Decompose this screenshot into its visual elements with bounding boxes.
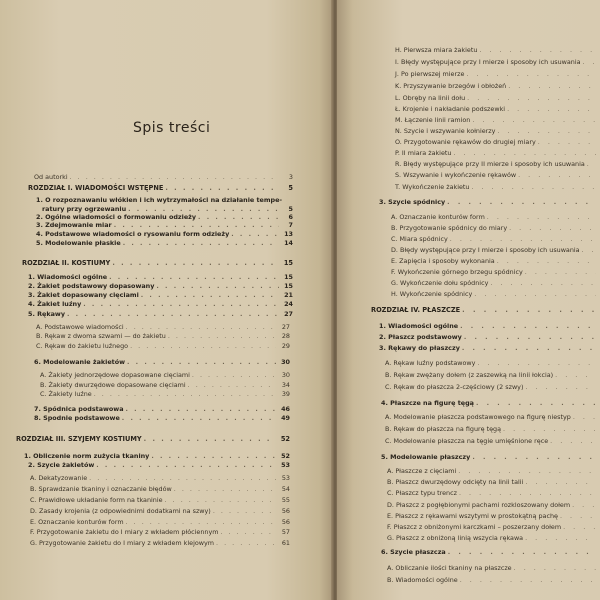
toc-entry-title: 2. Ogólne wiadomości o formowaniu odzieży bbox=[36, 213, 197, 221]
toc-entry-title: D. Zasady krojenia (z odpowiednimi dodatkami na szwy) bbox=[30, 507, 211, 515]
toc-entry bbox=[385, 436, 600, 447]
toc-page-number: 13 bbox=[284, 230, 293, 238]
toc-entry bbox=[387, 500, 600, 511]
toc-entry bbox=[28, 460, 290, 471]
toc-page-number: 46 bbox=[281, 405, 290, 413]
dot-leader bbox=[127, 357, 276, 368]
toc-entry-title: 3. Żakiet dopasowany cięciami bbox=[28, 291, 139, 299]
toc-entry-title: N. Szycie i wszywanie kołnierzy bbox=[395, 127, 496, 135]
toc-entry-title: F. Płaszcz z obniżonymi karczkami – poszerzany dołem bbox=[387, 523, 562, 531]
toc-page-number: 7 bbox=[288, 221, 293, 229]
toc-page-number: 30 bbox=[281, 358, 290, 366]
toc-entry bbox=[381, 398, 600, 409]
toc-entry-title: ROZDZIAŁ IV. PŁASZCZE bbox=[371, 306, 461, 314]
toc-entry bbox=[30, 527, 290, 538]
toc-page-number: 39 bbox=[281, 390, 290, 398]
dot-leader bbox=[479, 45, 596, 56]
dot-leader bbox=[466, 69, 596, 80]
toc-entry-title: 1. O rozpoznawaniu włókien i ich wytrzymałości na działanie tempe- bbox=[36, 196, 283, 204]
dot-leader bbox=[550, 436, 596, 447]
toc-entry-title: 6. Szycie płaszcza bbox=[381, 548, 446, 556]
toc-entry-title: J. Po pierwszej mierze bbox=[395, 70, 465, 78]
toc-page-number: 24 bbox=[284, 300, 293, 308]
toc-entry bbox=[391, 212, 600, 223]
toc-entry-title: A. Rękaw luźny podstawowy bbox=[385, 359, 476, 367]
toc-entry bbox=[395, 45, 600, 56]
toc-entry bbox=[395, 57, 600, 68]
toc-page-number: 52 bbox=[281, 452, 290, 460]
dot-leader bbox=[67, 309, 279, 320]
dot-leader bbox=[462, 305, 596, 316]
dot-leader bbox=[563, 522, 596, 533]
dot-leader bbox=[448, 547, 596, 558]
toc-entry-title: A. Obliczanie ilości tkaniny na płaszcze bbox=[387, 564, 512, 572]
dot-leader bbox=[474, 289, 596, 300]
toc-page-number: 5 bbox=[288, 184, 293, 192]
toc-entry bbox=[379, 343, 600, 354]
toc-entry-title: B. Płaszcz dwurzędowy odcięty na linii talii bbox=[387, 478, 524, 486]
dot-leader bbox=[70, 172, 279, 183]
toc-entry bbox=[395, 93, 600, 104]
toc-entry bbox=[40, 389, 290, 400]
toc-entry bbox=[385, 358, 600, 369]
toc-entry bbox=[30, 473, 290, 484]
toc-entry-title: 4. Płaszcze na figurę tęgą bbox=[381, 399, 474, 407]
dot-leader bbox=[112, 258, 279, 269]
toc-entry bbox=[395, 182, 600, 193]
toc-entry-title: 1. Wiadomości ogólne bbox=[379, 322, 459, 330]
dot-leader bbox=[462, 343, 596, 354]
toc-entry-title: B. Żakiety dwurzędowe dopasowane cięciami bbox=[40, 381, 186, 389]
toc-entry-title: 6. Modelowanie żakietów bbox=[34, 358, 126, 366]
toc-entry bbox=[395, 104, 600, 115]
toc-entry-title: Od autorki bbox=[34, 173, 68, 181]
dot-leader bbox=[216, 538, 276, 549]
toc-entry-title: A. Dekatyzowanie bbox=[30, 474, 88, 482]
toc-entry-title: B. Rękaw do płaszcza na figurę tęgą bbox=[385, 425, 501, 433]
dot-leader bbox=[472, 452, 596, 463]
toc-entry bbox=[385, 382, 600, 393]
dot-leader bbox=[165, 495, 276, 506]
toc-entry-title: D. Płaszcz z pogłębionymi pachami rozkloszowany dołem bbox=[387, 501, 571, 509]
toc-page-number: 28 bbox=[281, 332, 290, 340]
toc-entry-title: C. Prawidłowe układanie form na tkaninie bbox=[30, 496, 163, 504]
toc-entry bbox=[385, 370, 600, 381]
toc-entry-title: M. Łączenie linii ramion bbox=[395, 116, 471, 124]
toc-entry-title: A. Żakiety jednorzędowe dopasowane cięciami bbox=[40, 371, 190, 379]
toc-page-number: 27 bbox=[281, 323, 290, 331]
toc-entry bbox=[391, 234, 600, 245]
toc-entry-title: 7. Spódnica podstawowa bbox=[34, 405, 124, 413]
toc-entry-title: ROZDZIAŁ I. WIADOMOŚCI WSTĘPNE bbox=[28, 184, 164, 192]
dot-leader bbox=[525, 477, 596, 488]
toc-entry bbox=[385, 424, 600, 435]
toc-entry-title: ROZDZIAŁ III. SZYJEMY KOSTIUMY bbox=[16, 435, 142, 443]
toc-entry-title: C. Płaszcz typu trencz bbox=[387, 489, 457, 497]
dot-leader bbox=[447, 197, 596, 208]
toc-entry bbox=[391, 278, 600, 289]
dot-leader bbox=[487, 212, 596, 223]
dot-leader bbox=[587, 159, 596, 170]
toc-entry-title: A. Podstawowe wiadomości bbox=[36, 323, 124, 331]
dot-leader bbox=[538, 137, 596, 148]
dot-leader bbox=[220, 527, 276, 538]
toc-entry-title: P. II miara żakietu bbox=[395, 149, 452, 157]
toc-page-number: 55 bbox=[281, 496, 290, 504]
dot-leader bbox=[497, 256, 596, 267]
dot-leader bbox=[458, 466, 596, 477]
toc-entry bbox=[395, 81, 600, 92]
toc-page-number: 3 bbox=[288, 173, 293, 181]
toc-entry bbox=[391, 256, 600, 267]
toc-entry bbox=[36, 341, 290, 352]
dot-leader bbox=[453, 148, 596, 159]
dot-leader bbox=[525, 267, 596, 278]
right-page bbox=[337, 0, 600, 600]
toc-entry bbox=[395, 148, 600, 159]
toc-entry bbox=[30, 506, 290, 517]
toc-entry-title: ratury przy ogrzewaniu bbox=[42, 205, 127, 213]
toc-page-number: 15 bbox=[284, 273, 293, 281]
toc-entry-title: D. Błędy występujące przy I mierze i sposoby ich usuwania bbox=[391, 246, 580, 254]
toc-entry-title: 3. Rękawy do płaszczy bbox=[379, 344, 460, 352]
toc-entry-title: 4. Żakiet luźny bbox=[28, 300, 82, 308]
toc-entry-title: 5. Rękawy bbox=[28, 310, 65, 318]
page-title: Spis treści bbox=[133, 120, 211, 136]
dot-leader bbox=[213, 506, 276, 517]
toc-entry bbox=[387, 533, 600, 544]
dot-leader bbox=[130, 341, 276, 352]
toc-entry-title: F. Wykończenie górnego brzegu spódnicy bbox=[391, 268, 523, 276]
dot-leader bbox=[503, 424, 596, 435]
toc-entry-title: A. Płaszcze z cięciami bbox=[387, 467, 457, 475]
dot-leader bbox=[460, 575, 596, 586]
toc-entry-title: 4. Podstawowe wiadomości o rysowaniu form odzieży bbox=[36, 230, 230, 238]
toc-entry-title: G. Wykończenie dołu spódnicy bbox=[391, 279, 489, 287]
toc-entry bbox=[387, 466, 600, 477]
toc-entry-title: 5. Modelowanie płaskie bbox=[36, 239, 121, 247]
toc-page-number: 61 bbox=[281, 539, 290, 547]
toc-entry bbox=[385, 412, 600, 423]
toc-entry-title: G. Płaszcz z obniżoną linią wszycia rękawa bbox=[387, 534, 524, 542]
toc-entry-title: A. Oznaczanie konturów form bbox=[391, 213, 485, 221]
dot-leader bbox=[144, 434, 276, 445]
toc-page-number: 6 bbox=[288, 213, 293, 221]
toc-entry-title: 3. Zdejmowanie miar bbox=[36, 221, 112, 229]
dot-leader bbox=[450, 234, 596, 245]
dot-leader bbox=[94, 389, 276, 400]
dot-leader bbox=[583, 57, 596, 68]
dot-leader bbox=[464, 332, 596, 343]
dot-leader bbox=[518, 170, 596, 181]
toc-entry bbox=[387, 488, 600, 499]
toc-page-number: 56 bbox=[281, 518, 290, 526]
toc-entry-title: C. Rękaw do płaszcza 2-częściowy (2 szwy) bbox=[385, 383, 524, 391]
dot-leader bbox=[490, 278, 596, 289]
toc-entry bbox=[28, 183, 293, 194]
toc-entry bbox=[391, 289, 600, 300]
toc-page-number: 54 bbox=[281, 485, 290, 493]
toc-entry bbox=[30, 538, 290, 549]
toc-entry-title: E. Zapięcia i sposoby wykonania bbox=[391, 257, 495, 265]
toc-page-number: 34 bbox=[281, 381, 290, 389]
toc-entry bbox=[28, 309, 293, 320]
dot-leader bbox=[507, 104, 596, 115]
toc-entry bbox=[30, 495, 290, 506]
toc-entry-title: 5. Modelowanie płaszczy bbox=[381, 453, 471, 461]
toc-entry bbox=[395, 137, 600, 148]
toc-entry-title: F. Przygotowanie żakietu do I miary z wkładem płóciennym bbox=[30, 528, 219, 536]
toc-entry bbox=[22, 258, 293, 269]
toc-entry bbox=[371, 305, 600, 316]
toc-entry-title: K. Przyszywanie brzegów i obłożeń bbox=[395, 82, 507, 90]
toc-page-number: 14 bbox=[284, 239, 293, 247]
toc-entry-title: E. Oznaczanie konturów form bbox=[30, 518, 124, 526]
dot-leader bbox=[122, 413, 276, 424]
dot-leader bbox=[555, 370, 596, 381]
toc-entry bbox=[391, 223, 600, 234]
toc-entry bbox=[395, 115, 600, 126]
dot-leader bbox=[573, 412, 596, 423]
toc-entry bbox=[391, 245, 600, 256]
dot-leader bbox=[472, 115, 596, 126]
toc-entry bbox=[395, 126, 600, 137]
toc-entry bbox=[387, 575, 600, 586]
toc-entry bbox=[387, 522, 600, 533]
toc-entry bbox=[379, 321, 600, 332]
toc-entry bbox=[36, 238, 293, 249]
toc-page-number: 21 bbox=[284, 291, 293, 299]
toc-entry-title: T. Wykończenie żakietu bbox=[395, 183, 470, 191]
dot-leader bbox=[165, 183, 279, 194]
dot-leader bbox=[96, 460, 276, 471]
toc-entry-title: Ł. Krojenie i nakładanie podszewki bbox=[395, 105, 506, 113]
toc-entry-title: O. Przygotowanie rękawów do drugiej miary bbox=[395, 138, 536, 146]
toc-entry bbox=[381, 547, 600, 558]
dot-leader bbox=[477, 358, 596, 369]
toc-page-number: 49 bbox=[281, 414, 290, 422]
toc-entry-title: R. Błędy występujące przy II mierze i sposoby ich usuwania bbox=[395, 160, 585, 168]
toc-entry bbox=[34, 357, 290, 368]
toc-entry-title: C. Modelowanie płaszcza na tęgie umięśnione ręce bbox=[385, 437, 549, 445]
toc-page-number: 30 bbox=[281, 371, 290, 379]
toc-entry-title: B. Rękaw zwężany dołem (z zaszewką na linii łokcia) bbox=[385, 371, 554, 379]
toc-page-number: 5 bbox=[288, 205, 293, 213]
toc-entry bbox=[395, 170, 600, 181]
toc-entry bbox=[387, 477, 600, 488]
toc-entry-title: C. Rękaw do żakietu luźnego bbox=[36, 342, 129, 350]
toc-entry bbox=[30, 484, 290, 495]
toc-page-number: 52 bbox=[280, 435, 290, 443]
toc-entry-title: 2. Płaszcz podstawowy bbox=[379, 333, 462, 341]
toc-entry-title: 8. Spodnie podstawowe bbox=[34, 414, 120, 422]
toc-entry bbox=[34, 413, 290, 424]
dot-leader bbox=[497, 126, 596, 137]
toc-entry-title: C. Miara spódnicy bbox=[391, 235, 448, 243]
dot-leader bbox=[460, 321, 596, 332]
toc-page-number: 29 bbox=[281, 342, 290, 350]
toc-page-number: 53 bbox=[281, 474, 290, 482]
toc-entry bbox=[395, 159, 600, 170]
toc-entry-title: B. Wiadomości ogólne bbox=[387, 576, 458, 584]
toc-entry-title: B. Sprawdzanie tkaniny i oznaczanie błędów bbox=[30, 485, 172, 493]
toc-page-number: 53 bbox=[281, 461, 290, 469]
dot-leader bbox=[508, 81, 596, 92]
toc-page-number: 15 bbox=[284, 282, 293, 290]
dot-leader bbox=[174, 484, 276, 495]
toc-page-number: 57 bbox=[281, 528, 290, 536]
dot-leader bbox=[123, 238, 279, 249]
toc-entry-title: L. Obręby na linii dołu bbox=[395, 94, 466, 102]
toc-entry-title: C. Żakiety luźne bbox=[40, 390, 92, 398]
toc-entry bbox=[387, 511, 600, 522]
dot-leader bbox=[471, 182, 596, 193]
toc-entry-title: B. Przygotowanie spódnicy do miary bbox=[391, 224, 508, 232]
dot-leader bbox=[572, 500, 596, 511]
dot-leader bbox=[582, 245, 596, 256]
toc-entry-title: B. Rękaw z dwoma szwami — do żakietu bbox=[36, 332, 166, 340]
toc-entry bbox=[379, 197, 600, 208]
toc-entry-title: S. Wszywanie i wykończenie rękawów bbox=[395, 171, 517, 179]
dot-leader bbox=[525, 533, 596, 544]
toc-entry bbox=[387, 563, 600, 574]
toc-entry-title: I. Błędy występujące przy I mierze i sposoby ich usuwania bbox=[395, 58, 581, 66]
toc-page-number: 27 bbox=[284, 310, 293, 318]
toc-entry-title: H. Wykończenie spódnicy bbox=[391, 290, 473, 298]
dot-leader bbox=[467, 93, 596, 104]
toc-entry-title: A. Modelowanie płaszcza podstawowego na figurę niestyp bbox=[385, 413, 571, 421]
dot-leader bbox=[459, 488, 596, 499]
toc-page-number: 15 bbox=[283, 259, 293, 267]
toc-entry-title: G. Przygotowanie żakietu do I miary z wkładem klejowym bbox=[30, 539, 214, 547]
toc-entry-title: 1. Wiadomości ogólne bbox=[28, 273, 108, 281]
toc-entry bbox=[34, 172, 293, 183]
dot-leader bbox=[514, 563, 596, 574]
toc-entry bbox=[381, 452, 600, 463]
toc-entry-title: 1. Obliczenie norm zużycia tkaniny bbox=[24, 452, 150, 460]
toc-entry-title: ROZDZIAŁ II. KOSTIUMY bbox=[22, 259, 111, 267]
dot-leader bbox=[509, 223, 596, 234]
toc-entry-title: 3. Szycie spódnicy bbox=[379, 198, 446, 206]
toc-entry-title: H. Pierwsza miara żakietu bbox=[395, 46, 478, 54]
toc-entry bbox=[16, 434, 290, 445]
dot-leader bbox=[525, 382, 596, 393]
toc-entry bbox=[391, 267, 600, 278]
toc-entry-title: E. Płaszcz z rękawami wszytymi w prostokątną pachę bbox=[387, 512, 558, 520]
toc-entry-title: 2. Żakiet podstawowy dopasowany bbox=[28, 282, 155, 290]
toc-page-number: 56 bbox=[281, 507, 290, 515]
dot-leader bbox=[560, 511, 596, 522]
toc-entry bbox=[379, 332, 600, 343]
dot-leader bbox=[476, 398, 596, 409]
toc-entry bbox=[395, 69, 600, 80]
dot-leader bbox=[89, 473, 276, 484]
toc-entry-title: 2. Szycie żakietów bbox=[28, 461, 95, 469]
